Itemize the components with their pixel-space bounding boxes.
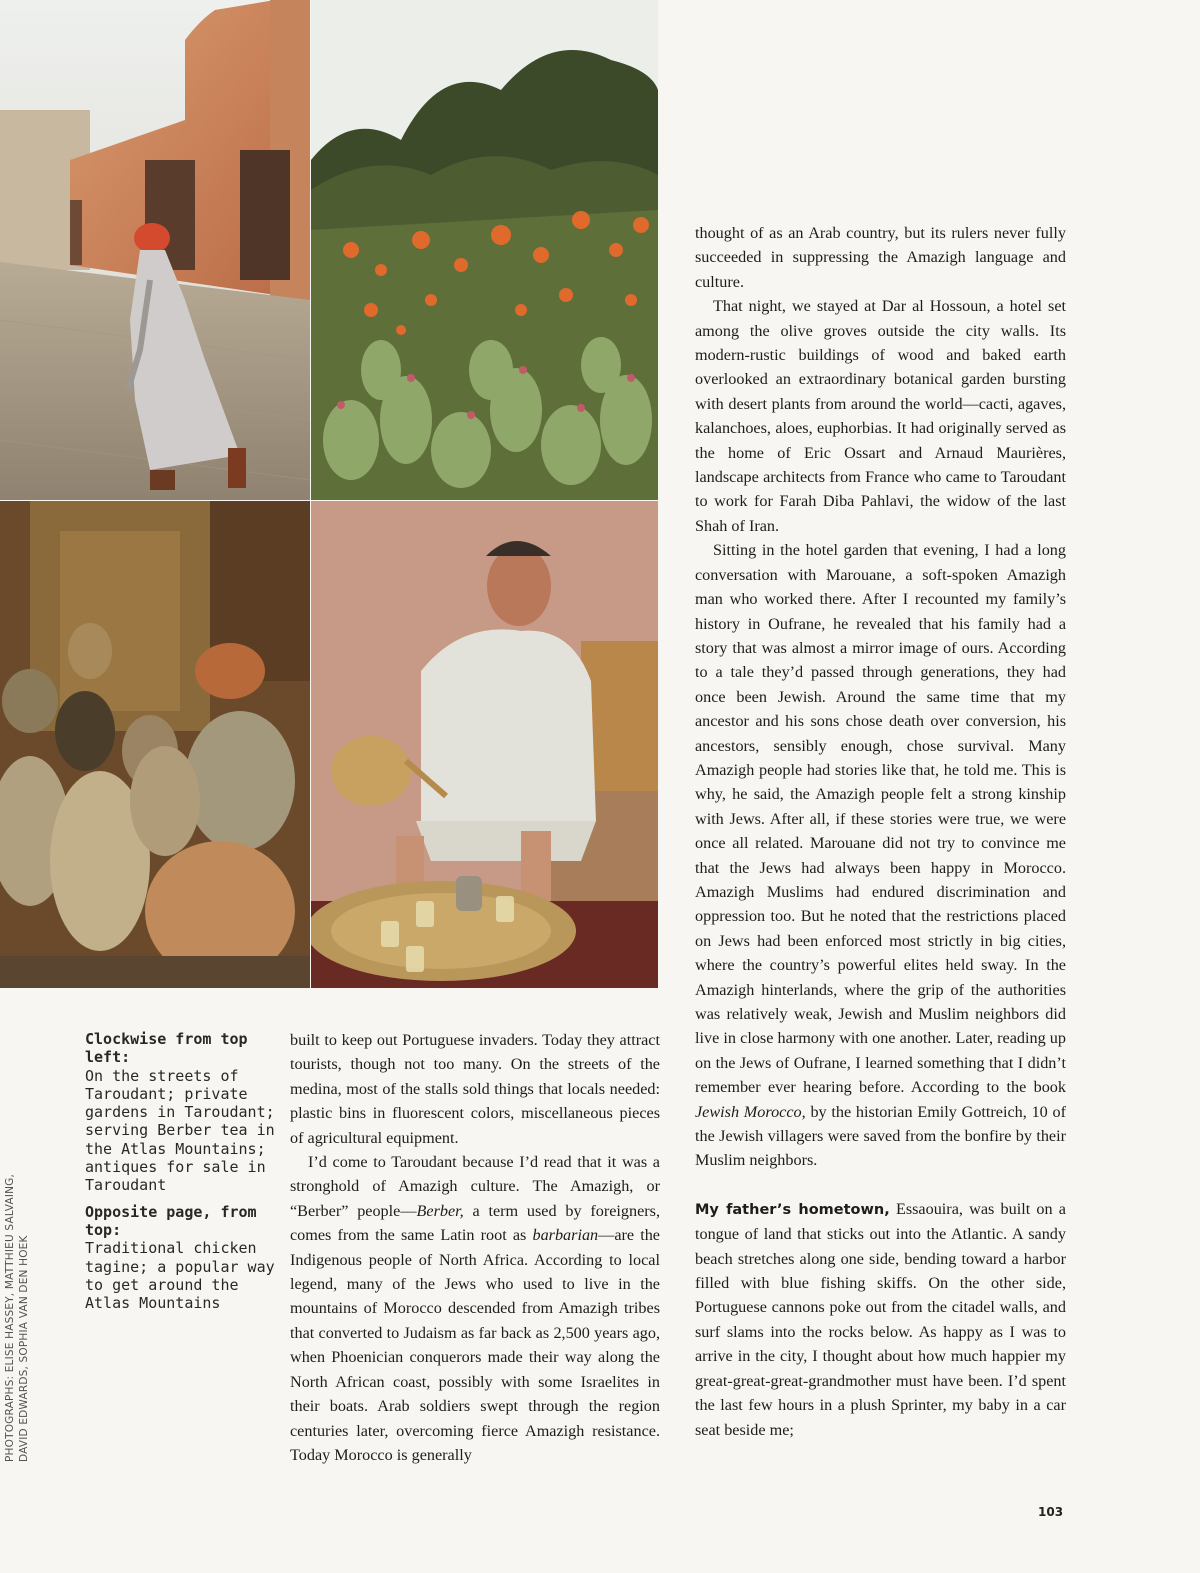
- photo-private-garden: [311, 0, 658, 500]
- caption-text-2: Traditional chicken tagine; a popular way to get around the Atlas Mountains: [85, 1239, 275, 1313]
- photo-credit-line-2: DAVID EDWARDS, SOPHIA VAN DEN HOEK: [17, 1235, 30, 1462]
- section-lead-in: My father’s hometown,: [695, 1201, 890, 1218]
- page-number: 103: [1038, 1505, 1064, 1519]
- caption-heading-1: Clockwise from top left:: [85, 1030, 248, 1067]
- photo-credit-line-1: PHOTOGRAPHS: ELISE HASSEY, MATTHIEU SALVAING,: [4, 1173, 16, 1462]
- body-column-right: [695, 221, 1066, 1442]
- photo-street-taroudant: [0, 0, 310, 500]
- caption-heading-2: Opposite page, from top:: [85, 1202, 257, 1239]
- paragraph: built to keep out Portuguese invaders. Today they attract tourists, though not too many. On the streets of the medina, most of the stalls sold things that locals needed: plastic bins in fluorescent colors, miscellaneous pieces of agricultural equipment.: [290, 1031, 660, 1147]
- caption-block-1: [85, 1030, 275, 1195]
- paragraph: My father’s hometown, Essaouira, was built on a tongue of land that sticks out into the Atlantic. A sandy beach stretches along one side, bending toward a harbor filled with blue fishing skiffs. On the other side, Portuguese cannons poke out from the citadel walls, and surf slams into the rocks below. As happy as I was to arrive in the city, I thought about how much happier my great-great-great-grandmother must have been. I’d spent the last few hours in a plush Sprinter, my baby in a car seat beside me;: [695, 1199, 1066, 1439]
- photo-antiques-jars: [0, 501, 310, 988]
- caption-text-1: On the streets of Taroudant; private gardens in Taroudant; serving Berber tea in the Atlas Mountains; antiques for sale in Taroudant: [85, 1066, 275, 1195]
- paragraph: That night, we stayed at Dar al Hossoun, a hotel set among the olive groves outside the city walls. Its modern-rustic buildings of wood and baked earth overlooked an extraordinary botanical garden bursting with desert plants from around the world—cacti, agaves, kalanchoes, aloes, euphorbias. It had originally served as the home of Eric Ossart and Arnaud Maurières, landscape architects from France who came to Taroudant to work for Farah Diba Pahlavi, the widow of the last Shah of Iran.: [695, 297, 1066, 535]
- paragraph: thought of as an Arab country, but its rulers never fully succeeded in suppressing the Amazigh language and culture.: [695, 224, 1066, 291]
- paragraph: I’d come to Taroudant because I’d read that it was a stronghold of Amazigh culture. The Amazigh, or “Berber” people—Berber, a term used by foreigners, comes from the same Latin root as barbarian—are the Indigenous people of North Africa. According to local legend, many of the Jews who used to live in the mountains of Morocco descended from Amazigh tribes that converted to Judaism as far back as 2,500 years ago, when Phoenician conquerors made their way along the North African coast, possibly with some Israelites in their boats. Arab soldiers swept through the region centuries later, overcoming fierce Amazigh resistance. Today Morocco is generally: [290, 1153, 661, 1464]
- photo-caption: [85, 1030, 275, 1320]
- photo-credit: [4, 1174, 31, 1462]
- photo-serving-berber-tea: [311, 501, 658, 988]
- body-column-middle: [290, 1028, 660, 1467]
- caption-block-2: [85, 1203, 275, 1313]
- paragraph: Sitting in the hotel garden that evening, I had a long conversation with Marouane, a soft-spoken Amazigh man who worked there. After I recounted my family’s history in Oufrane, he revealed that his family had a story that was almost a mirror image of ours. According to a tale they’d passed through generations, they had once been Jewish. Around the same time that my ancestor and his sons chose death over conversion, his ancestors, sensibly enough, chose survival. Many Amazigh people had stories like that, he told me. This is why, he said, the Amazigh people felt a strong kinship with Jews. After all, if these stories were true, we were once all related. Marouane did not try to convince me that the Jews had always been happy in Morocco. Amazigh Muslims had endured discrimination and oppression too. But he noted that the restrictions placed on Jews had been enforced most strictly in big cities, where the country’s powerful elites held sway. In the Amazigh hinterlands, where the grip of the authorities was relatively weak, Jewish and Muslim neighbors did live in close harmony with one another. Later, reading up on the Jews of Oufrane, I learned something that I didn’t remember ever hearing before. According to the book Jewish Morocco, by the historian Emily Gottreich, 10 of the Jewish villagers were saved from the bonfire by their Muslim neighbors.: [695, 541, 1066, 1170]
